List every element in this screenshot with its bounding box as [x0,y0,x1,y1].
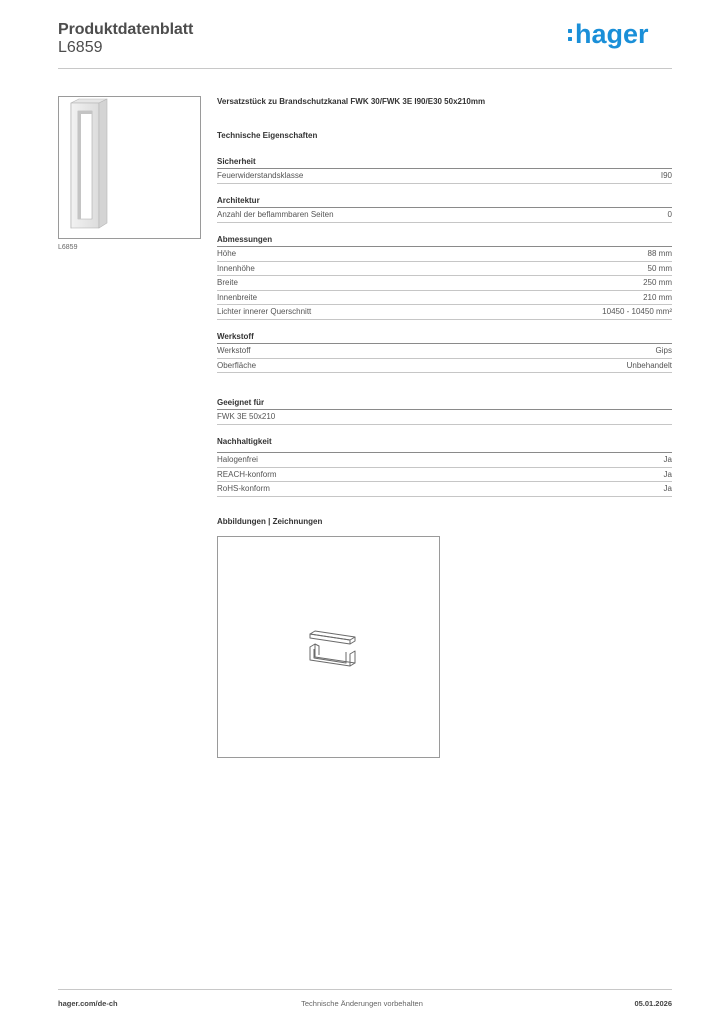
table-row [217,247,672,262]
row-value: 50 mm [647,263,672,273]
header-divider [58,68,672,69]
table-row [217,169,672,184]
article-number: L6859 [58,39,103,56]
table-row [217,208,672,223]
product-image [58,96,201,239]
product-title: Versatzstück zu Brandschutzkanal FWK 30/FWK 3E I90/E30 50x210mm [217,97,486,106]
row-value: Gips [655,346,672,355]
row-value: 0 [667,210,672,219]
row-label: REACH-konform [217,469,277,479]
row-value: 88 mm [647,249,672,258]
properties-heading: Technische Eigenschaften [217,131,318,140]
group-title: Werkstoff [217,332,254,341]
technical-drawing [217,536,440,758]
row-value: Ja [663,469,672,479]
hager-logo [566,15,658,51]
row-value: 210 mm [643,292,672,302]
row-label: Anzahl der beflammbaren Seiten [217,210,334,219]
table-row [217,482,672,497]
table-row [217,262,672,277]
footer-date: 05.01.2026 [634,999,672,1008]
row-label: Feuerwiderstandsklasse [217,171,304,180]
table-row [217,291,672,306]
group-title: Abmessungen [217,235,273,244]
group-title: Architektur [217,196,260,205]
row-label: Innenbreite [217,292,258,302]
row-value: I90 [660,171,672,180]
row-label: Werkstoff [217,346,251,355]
footer-notice: Technische Änderungen vorbehalten [301,999,423,1008]
row-label: RoHS-konform [217,484,270,494]
table-row [217,344,672,359]
table-row [217,453,672,468]
page-title: Produktdatenblatt [58,21,194,38]
group-title: Nachhaltigkeit [217,437,272,446]
product-line-drawing [218,537,439,757]
footer-website: hager.com/de-ch [58,999,118,1008]
row-label: Innenhöhe [217,263,255,273]
row-value: Ja [663,455,672,464]
row-label: Lichter innerer Querschnitt [217,307,312,317]
row-label: Höhe [217,249,237,258]
row-value: 250 mm [643,278,672,288]
row-value: Ja [663,484,672,494]
product-frame-illustration [59,97,200,238]
table-row [217,359,672,374]
table-row [217,276,672,291]
row-label: Breite [217,278,238,288]
table-row [217,410,672,425]
group-title: Sicherheit [217,157,256,166]
product-image-caption: L6859 [58,244,78,251]
logo-text: hager [575,19,649,49]
footer-divider [58,989,672,990]
table-row [217,305,672,320]
row-label: FWK 3E 50x210 [217,412,276,421]
group-title: Geeignet für [217,398,265,407]
row-label: Oberfläche [217,360,257,370]
table-row [217,468,672,483]
row-label: Halogenfrei [217,455,258,464]
row-value: Unbehandelt [626,360,672,370]
drawings-heading: Abbildungen | Zeichnungen [217,517,323,526]
row-value: 10450 - 10450 mm² [602,307,672,317]
